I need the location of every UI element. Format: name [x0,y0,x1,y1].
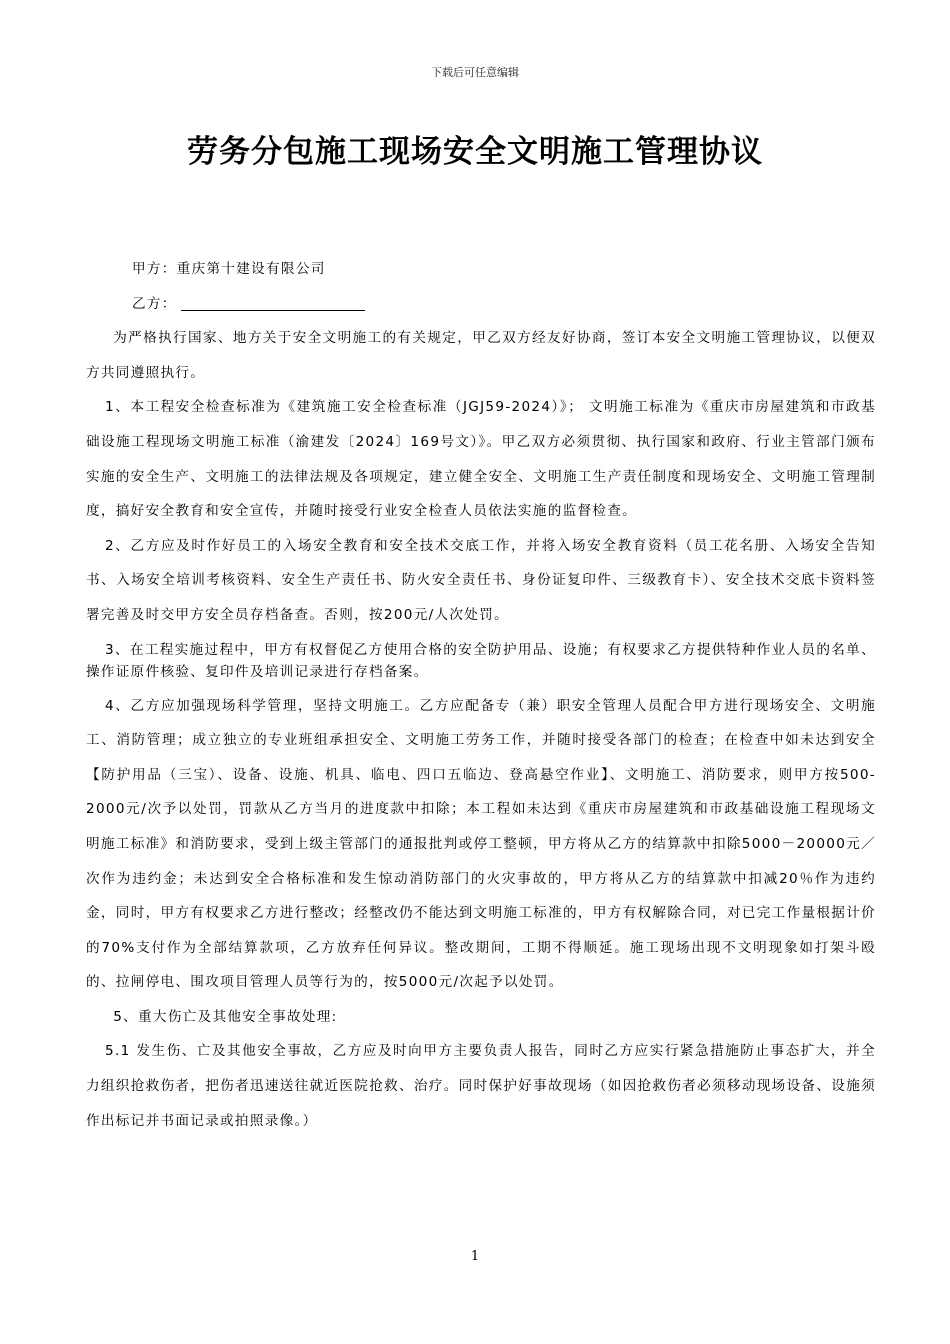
clause-4: 4、乙方应加强现场科学管理，坚持文明施工。乙方应配备专（兼）职安全管理人员配合甲方进行现场安全、文明施工、消防管理；成立独立的专业班组承担安全、文明施工劳务工作，并随时接受各部门的检查；在检查中如未达到安全【防护用品（三宝）、设备、设施、机具、临电、四口五临边、登高悬空作业】、文明施工、消防要求，则甲方按500-2000元/次予以处罚，罚款从乙方当月的进度款中扣除；本工程如未达到《重庆市房屋建筑和市政基础设施工程现场文明施工标准》和消防要求，受到上级主管部门的通报批判或停工整顿，甲方将从乙方的结算款中扣除5000－20000元／次作为违约金；未达到安全合格标准和发生惊动消防部门的火灾事故的，甲方将从乙方的结算款中扣减20％作为违约金，同时，甲方有权要求乙方进行整改；经整改仍不能达到文明施工标准的，甲方有权解除合同，对已完工作量根据计价的70%支付作为全部结算款项，乙方放弃任何异议。整改期间，工期不得顺延。施工现场出现不文明现象如打架斗殴的、拉闸停电、围攻项目管理人员等行为的，按5000元/次起予以处罚。 [86,697,876,991]
document-title: 劳务分包施工现场安全文明施工管理协议 [187,134,763,170]
party-b-line [86,287,876,322]
party-b-label: 乙方： [132,295,177,312]
intro-paragraph: 为严格执行国家、地方关于安全文明施工的有关规定，甲乙双方经友好协商，签订本安全文明施工管理协议，以便双方共同遵照执行。 [86,330,876,381]
clause-5-1: 5.1 发生伤、亡及其他安全事故，乙方应及时向甲方主要负责人报告，同时乙方应实行紧急措施防止事态扩大，并全力组织抢救伤者，把伤者迅速送往就近医院抢救、治疗。同时保护好事故现场（如因抢救伤者必须移动现场设备、设施须作出标记并书面记录或拍照录像。） [86,1043,876,1129]
header-note: 下载后可任意编辑 [431,66,519,79]
page-number: 1 [470,1249,480,1264]
party-a-line: 甲方：重庆第十建设有限公司 [132,261,326,277]
clause-5: 5、重大伤亡及其他安全事故处理: [113,1008,338,1025]
clause-2: 2、乙方应及时作好员工的入场安全教育和安全技术交底工作，并将入场安全教育资料（员工花名册、入场安全告知书、入场安全培训考核资料、安全生产责任书、防火安全责任书、身份证复印件、三级教育卡）、安全技术交底卡资料签署完善及时交甲方安全员存档备查。否则，按200元/人次处罚。 [86,537,876,623]
document-body [86,252,876,1138]
clause-1: 1、本工程安全检查标准为《建筑施工安全检查标准（JGJ59-2024）》； 文明施工标准为《重庆市房屋建筑和市政基础设施工程现场文明施工标准（渝建发〔2024〕169号文）》。甲乙双方必须贯彻、执行国家和政府、行业主管部门颁布实施的安全生产、文明施工的法律法规及各项规定，建立健全安全、文明施工生产责任制度和现场安全、文明施工管理制度，搞好安全教育和安全宣传，并随时接受行业安全检查人员依法实施的监督检查。 [86,399,876,520]
party-b-blank [181,292,365,311]
clause-3: 3、在工程实施过程中，甲方有权督促乙方使用合格的安全防护用品、设施；有权要求乙方提供特种作业人员的名单、操作证原件核验、复印件及培训记录进行存档备案。 [86,641,876,680]
